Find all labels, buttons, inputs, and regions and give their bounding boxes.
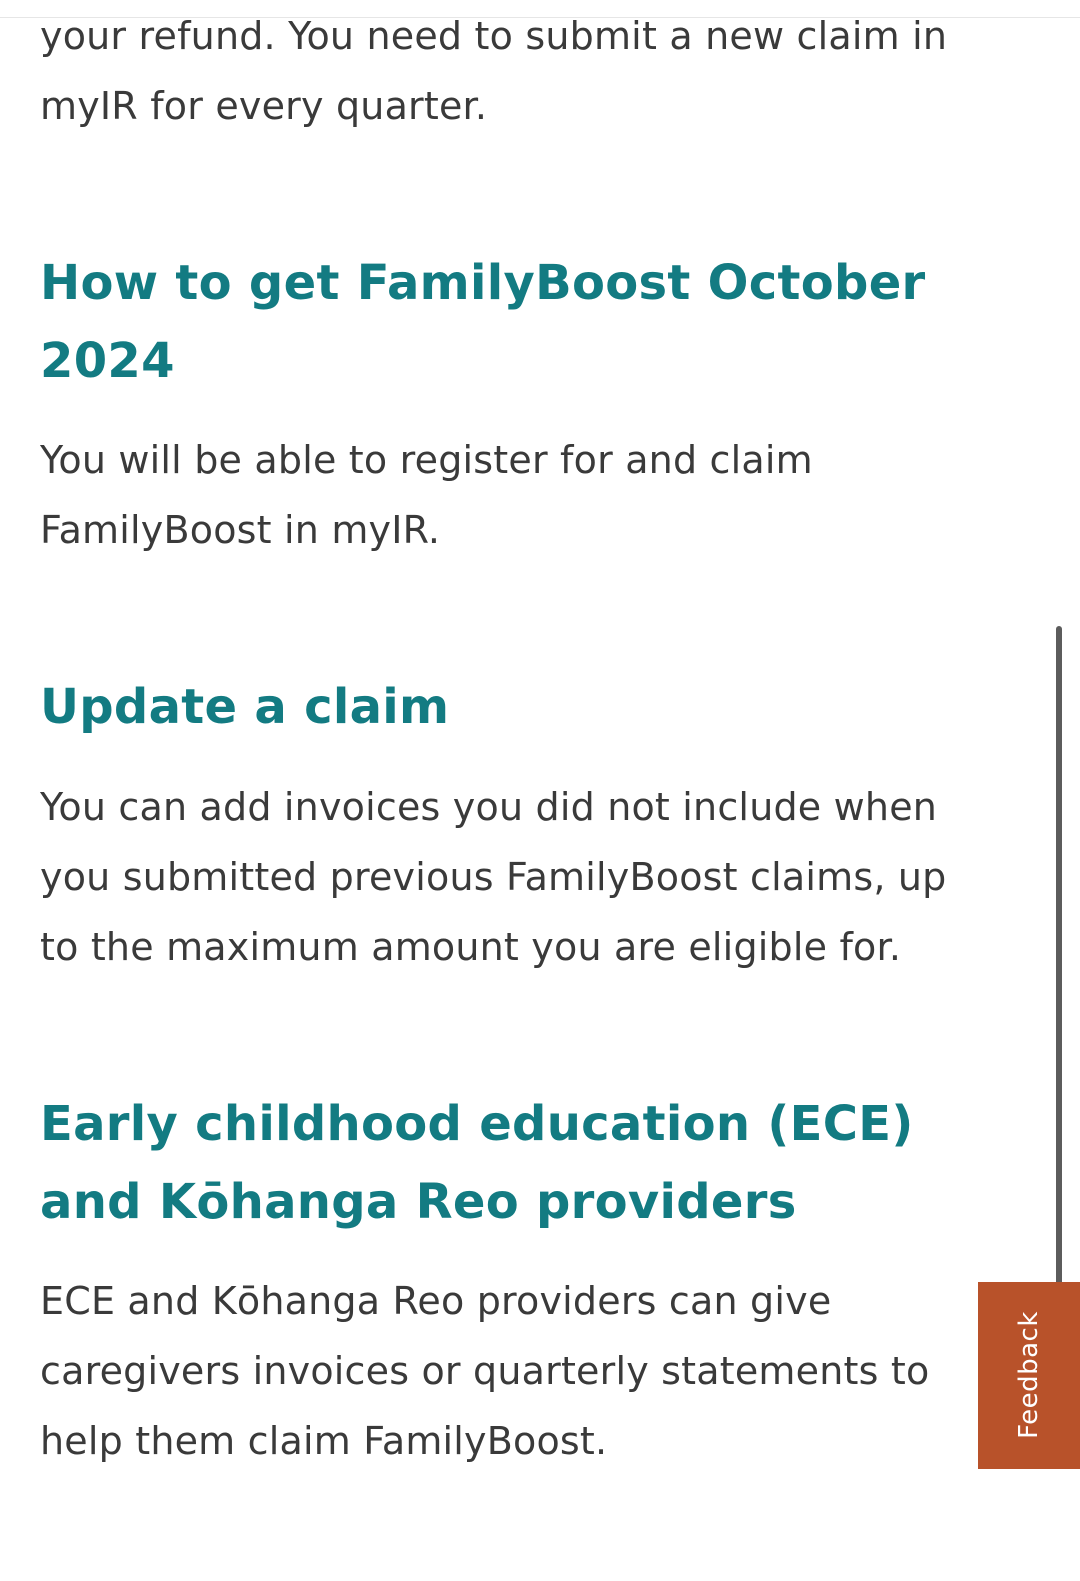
heading-update-a-claim: Update a claim bbox=[40, 679, 450, 735]
paragraph-update-claim: You can add invoices you did not include when you submitted previous FamilyBoost claims, up to the maximum amount you are eligible for. bbox=[40, 785, 947, 969]
paragraph-ece-providers: ECE and Kōhanga Reo providers can give caregivers invoices or quarterly statements to help them claim FamilyBoost. bbox=[40, 1279, 930, 1463]
intro-line-2: myIR for every quarter. bbox=[40, 84, 488, 128]
scrollbar-thumb[interactable] bbox=[1056, 626, 1062, 1362]
intro-line-1: your refund. You need to submit a new claim in bbox=[40, 14, 948, 58]
feedback-button[interactable] bbox=[978, 1282, 1080, 1469]
heading-how-to-get-familyboost: How to get FamilyBoost October 2024 bbox=[40, 255, 926, 389]
paragraph-register-and-claim: You will be able to register for and claim FamilyBoost in myIR. bbox=[40, 438, 813, 552]
heading-ece-providers: Early childhood education (ECE) and Kōhanga Reo providers bbox=[40, 1096, 914, 1230]
feedback-label: Feedback bbox=[1014, 1311, 1044, 1439]
intro-paragraph bbox=[40, 1, 1000, 141]
